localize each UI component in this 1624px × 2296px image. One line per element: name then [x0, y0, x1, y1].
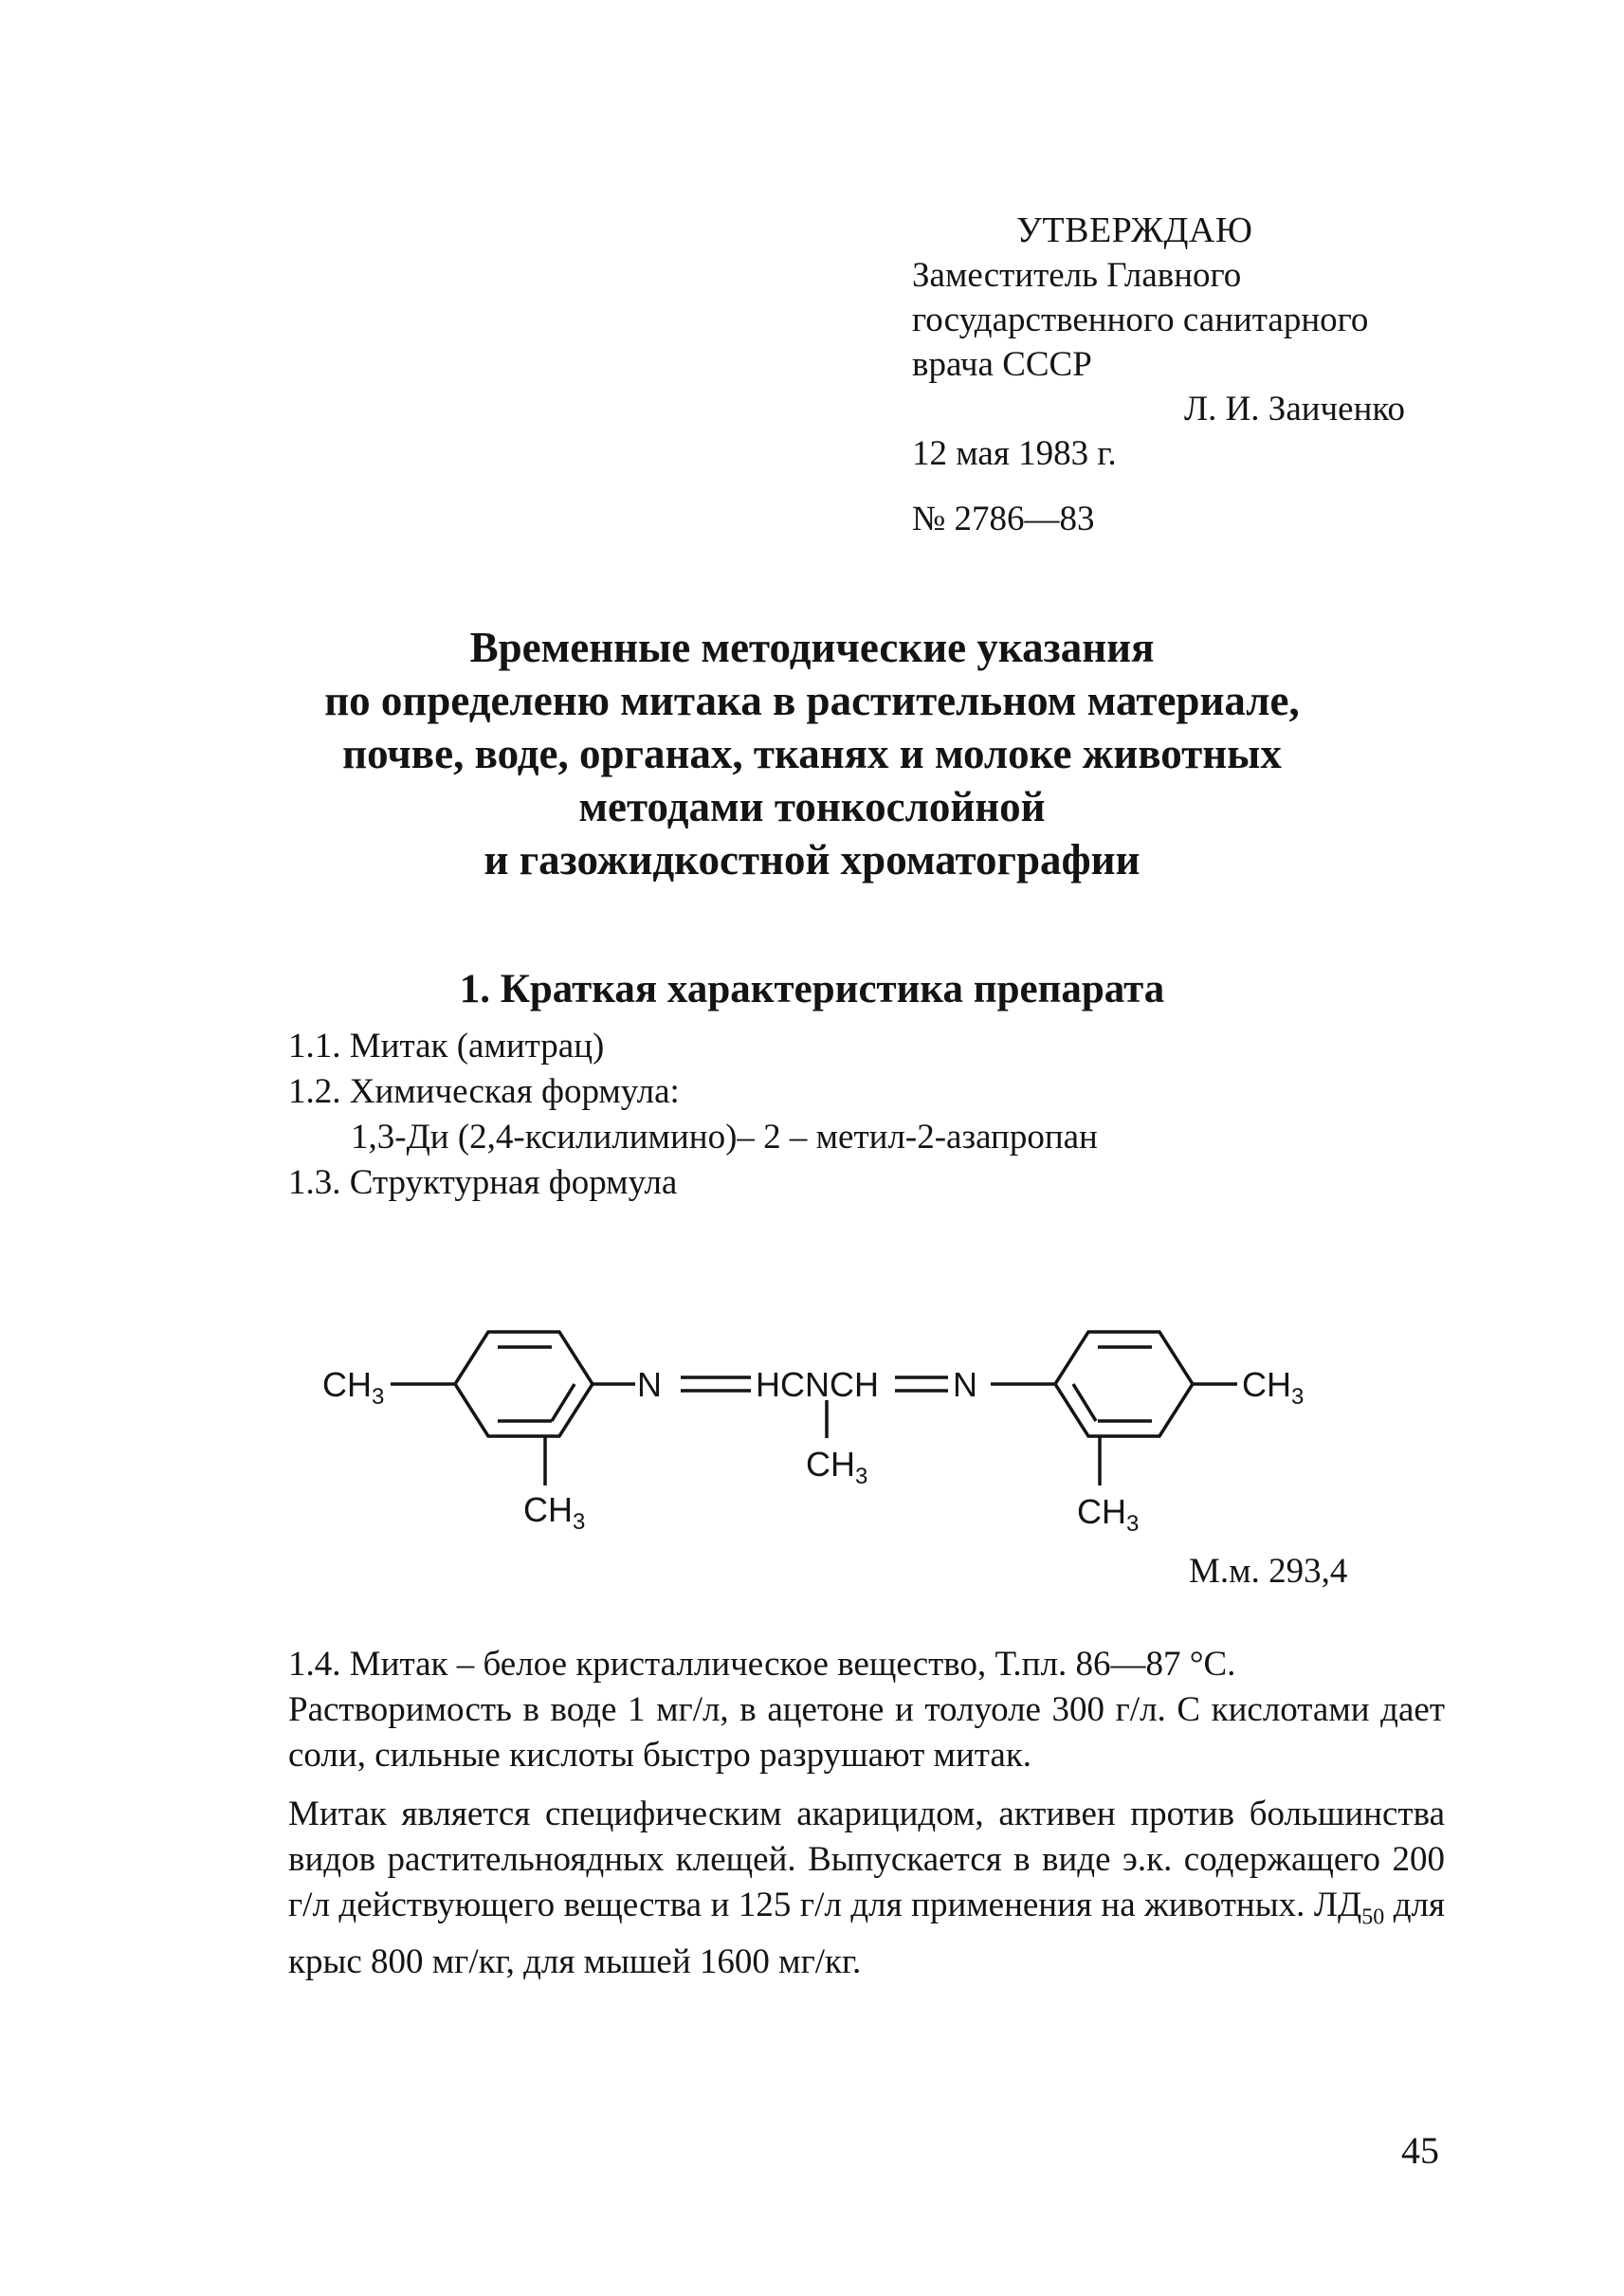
description-p3: Митак является специфическим акарицидом, активен против большинства видов растительноядных клещей. Выпускается в виде э.к. содержащего 200 г/л действующего вещества и 125 г/л для применения на животных. $ЛД_{50}$ для крыс 800 мг/кг, для мышей 1600 мг/кг. [288, 1795, 1446, 1982]
approval-number: № 2786—83 [912, 500, 1095, 538]
approval-position-line-2: государственного санитарного [912, 301, 1369, 339]
item-1-3: 1.3. Структурная формула [288, 1163, 678, 1202]
description-p2: Растворимость в воде 1 мг/л, в ацетоне и толуоле 300 г/л. С кислотами дает соли, сильные кислоты быстро разрушают митак. [288, 1690, 1445, 1775]
description [288, 1642, 1445, 1985]
section-items [288, 1024, 1098, 1206]
item-1-1: 1.1. Митак (амитрац) [288, 1027, 605, 1066]
ch3-center-methyl: $CH_3$ [806, 1445, 868, 1489]
title-line-4: методами тонкослойной [578, 783, 1046, 830]
chemical-name: 1,3-Ди (2,4-ксилилимино)– 2 – метил-2-азапропан [351, 1118, 1098, 1157]
n-right: N [953, 1365, 977, 1404]
approval-signer: Л. И. Заиченко [1183, 390, 1405, 428]
description-p1: 1.4. Митак – белое кристаллическое вещество, Т.пл. 86—87 °С. [288, 1645, 1236, 1684]
approval-block [912, 209, 1443, 541]
structural-formula-diagram [303, 1256, 1346, 1540]
approval-position-line-1: Заместитель Главного [912, 256, 1242, 295]
ch3-right: $CH_3$ [1242, 1365, 1305, 1410]
page-number: 45 [1401, 2129, 1439, 2172]
document-title [142, 621, 1482, 886]
approval-heading: УТВЕРЖДАЮ [1016, 210, 1253, 250]
ch3-right-ring-methyl: $CH_3$ [1077, 1492, 1140, 1537]
structural-formula [303, 1256, 1346, 1545]
title-line-2: по определеню митака в растительном материале, [324, 677, 1300, 724]
title-line-3: почве, воде, органах, тканях и молоке животных [342, 730, 1282, 777]
ch3-left-ring-methyl: $CH_3$ [523, 1490, 586, 1535]
approval-position-line-3: врача СССР [912, 345, 1092, 384]
molecular-mass: М.м. 293,4 [1189, 1552, 1348, 1591]
title-line-1: Временные методические указания [469, 624, 1155, 671]
section-heading: 1. Краткая характеристика препарата [459, 967, 1165, 1011]
approval-date: 12 мая 1983 г. [912, 434, 1117, 473]
ch3-left: $CH_3$ [322, 1365, 385, 1410]
center-group: HCNCH [756, 1365, 879, 1404]
item-1-2: 1.2. Химическая формула: [288, 1072, 680, 1111]
title-line-5: и газожидкостной хроматографии [484, 836, 1140, 884]
n-left: N [637, 1365, 662, 1404]
